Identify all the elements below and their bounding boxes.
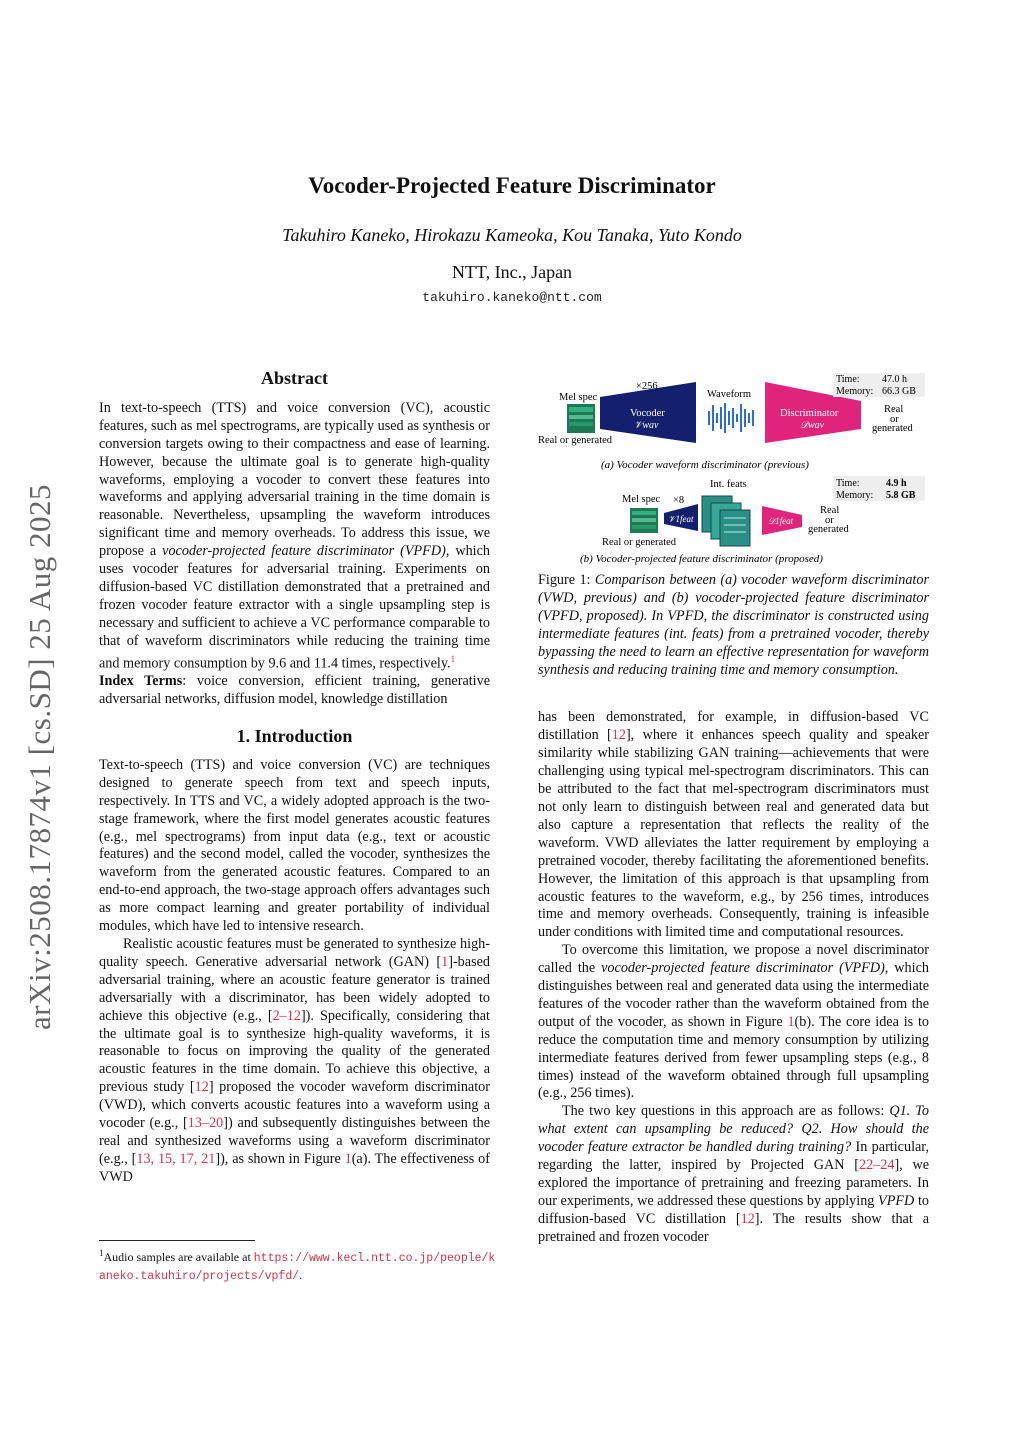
fig-b-disc-symbol: 𝒟1feat <box>768 516 794 526</box>
arxiv-side-label: arXiv:2508.17874v1 [cs.SD] 25 Aug 2025 <box>22 484 57 1030</box>
intro-text: ]). Specifically, considering that the ultimate goal is to synthesize high-quality waveforms, it is reasonable to focus on improving the quality of the generated acoustic features in the time domain. To achieve this objective, a previous study [ <box>99 1007 490 1096</box>
fig-a-vocoder-label: Vocoder <box>630 408 665 419</box>
intro-text: Realistic acoustic features must be generated to synthesize high-quality speech. Generative adversarial network (GAN) [ <box>99 936 490 970</box>
fig-a-input-label: Real or generated <box>538 435 613 446</box>
fig-b-input-label: Real or generated <box>602 537 677 548</box>
citation-link[interactable]: 1 <box>441 953 449 970</box>
fig-a-out-gen: generated <box>872 423 913 434</box>
figure-caption-text: Comparison between (a) vocoder waveform discriminator (VWD, previous) and (b) vocoder-projected feature discriminator (VPFD, proposed). In VPFD, the discriminator is constructed using intermediate features (int. feats) from a pretrained vocoder, thereby bypassing the need to learn an effective representation for waveform synthesis and reducing training time and memory consumption. <box>538 572 929 678</box>
right-paragraph-1 <box>538 709 929 942</box>
body-text: (b). The core idea is to reduce the computation time and memory consumption by utilizing intermediate features derived from fewer upsampling steps (e.g., 8 times) instead of the waveform obtained through full upsampling (e.g., 256 times). <box>538 1013 929 1102</box>
index-terms-label: Index Terms <box>99 673 183 690</box>
email: takuhiro.kaneko@ntt.com <box>422 290 602 305</box>
body-text: to diffusion-based VC distillation [ <box>538 1192 929 1227</box>
fig-a-disc-symbol: 𝒟wav <box>800 420 825 431</box>
fig-a-upsample-label: ×256 <box>636 381 658 392</box>
paper-title: Vocoder-Projected Feature Discriminator <box>308 173 716 198</box>
abstract-heading: Abstract <box>261 368 328 388</box>
left-column <box>99 370 490 1187</box>
abstract-text-a: In text-to-speech (TTS) and voice conversion (VC), acoustic features, such as mel spectrograms, are typically used as synthesis or conversion targets owing to their compactness and ease of learning. However, because the ultimate goal is to generate high-quality waveforms, employing a vocoder to convert these features into waveforms and applying adversarial training in the time domain is reasonable. Nevertheless, upsampling the waveform introduces significant time and memory overheads. To address this issue, we propose a <box>99 399 490 560</box>
fig-a-mem-label: Memory: <box>836 386 874 397</box>
intro-text: ]) and subsequently distinguishes between the real and synthesized waveforms using a waveform discriminator (e.g., [ <box>99 1115 490 1167</box>
fig-b-time-value: 4.9 h <box>886 478 907 489</box>
key-questions: Q1. To what extent can upsampling be reduced? Q2. How should the vocoder feature extractor be handled during training? <box>538 1103 929 1156</box>
abstract-emphasis: vocoder-projected feature discriminator (VPFD) <box>162 543 446 560</box>
right-paragraph-2 <box>538 942 929 1103</box>
fig-b-out-gen: generated <box>808 524 849 535</box>
footnote-rule <box>99 1240 255 1241</box>
intro-text: ]), as shown in Figure <box>215 1150 345 1167</box>
fig-a-mel-spec-icon <box>567 404 595 433</box>
fig-b-vocoder-symbol: 𝒱1feat <box>668 514 694 524</box>
fig-a-discriminator-label: Discriminator <box>780 408 839 419</box>
intro-text: ]-based adversarial training, where an acoustic feature generator is trained adversarially with a discriminator, has been widely adopted to achieve this objective (e.g., [ <box>99 953 490 1024</box>
intro-text: ] proposed the vocoder waveform discriminator (VWD), which converts acoustic features into a waveform using a vocoder (e.g., [ <box>99 1079 490 1132</box>
fig-a-mem-value: 66.3 GB <box>882 386 916 397</box>
fig-b-out-or: or <box>825 515 834 526</box>
fig-b-mel-label: Mel spec <box>622 494 661 505</box>
index-terms-text: : voice conversion, efficient training, generative adversarial networks, diffusion model, knowledge distillation <box>99 673 491 708</box>
fig-b-time-label: Time: <box>836 478 860 489</box>
citation-link[interactable]: 13–20 <box>187 1115 224 1132</box>
body-text: , which distinguishes between real and generated data using the intermediate features of the vocoder rather than the waveform obtained from the output of the vocoder, as shown in Figure <box>538 960 929 1030</box>
figure-1-caption <box>538 572 929 679</box>
footnote <box>99 1245 499 1285</box>
figure-1-diagram <box>534 373 934 568</box>
body-emphasis: VPFD <box>878 1192 915 1209</box>
footnote-text: Audio samples are available at <box>103 1250 254 1264</box>
fig-b-out-real: Real <box>820 505 840 516</box>
footnote-url-link[interactable]: https://www.kecl.ntt.co.jp/people/kaneko.takuhiro/projects/vpfd/ <box>99 1252 496 1283</box>
figure-link[interactable]: 1 <box>344 1150 352 1167</box>
body-text: ], where it enhances speech quality and speaker similarity while stabilizing GAN training—achievements that were challenging using typical mel-spectrogram discriminators. This can be attributed to the fact that mel-spectrogram discriminators must not only learn to distinguish between real and generated data but also capture a representation that reflects the reality of the waveform. VWD alleviates the latter requirement by employing a pretrained vocoder, thereby facilitating the aforementioned benefits. However, the limitation of this approach is that upsampling from acoustic features to the waveform, e.g., by 256 times, introduces time and memory overheads. Consequently, training is infeasible under conditions with limited time and computational resources. <box>538 727 929 941</box>
citation-link[interactable]: 12 <box>740 1210 755 1227</box>
fig-b-mem-label: Memory: <box>836 490 874 501</box>
citation-link[interactable]: 22–24 <box>858 1157 895 1174</box>
right-column <box>538 572 929 1247</box>
fig-b-mem-value: 5.8 GB <box>886 490 916 501</box>
intro-paragraph-2 <box>99 936 490 1187</box>
abstract-text-b: , which uses vocoder features for adversarial training. Experiments on diffusion-based VC distillation demonstrated that a pretrained and frozen vocoder feature extractor with a single upsampling step is necessary and sufficient to achieve a VC performance comparable to that of waveform discriminators while reducing the training time and memory consumption by 9.6 and 11.4 times, respectively. <box>99 543 490 672</box>
footnote-end: . <box>299 1268 303 1282</box>
fig-b-caption: (b) Vocoder-projected feature discriminator (proposed) <box>580 553 823 565</box>
body-text: ]. The results show that a pretrained and frozen vocoder <box>538 1210 929 1245</box>
fig-b-upsample-label: ×8 <box>673 495 685 506</box>
right-paragraph-3 <box>538 1103 929 1246</box>
intro-paragraph-1: Text-to-speech (TTS) and voice conversion (VC) are techniques designed to generate speech from text and speech inputs, respectively. In TTS and VC, a widely adopted approach is the two-stage framework, where the first model generates acoustic features (e.g., mel spectrograms) from input data (e.g., text or acoustic features) and the second model, called the vocoder, synthesizes the waveform from the generated acoustic features. Compared to an end-to-end approach, the two-stage approach offers advantages such as more compact learning and greater portability of individual modules, which have led to intensive research. <box>99 756 490 935</box>
citation-link[interactable]: 2–12 <box>272 1007 301 1024</box>
body-text: In particular, regarding the latter, inspired by Projected GAN [ <box>538 1139 930 1174</box>
fig-a-mel-label: Mel spec <box>559 392 598 403</box>
fig-a-time-value: 47.0 h <box>882 374 907 385</box>
citation-link[interactable]: 12 <box>194 1079 209 1096</box>
fig-a-caption: (a) Vocoder waveform discriminator (previous) <box>601 459 809 471</box>
body-text: To overcome this limitation, we propose a novel discriminator called the <box>538 942 929 977</box>
intro-heading: 1. Introduction <box>236 726 353 747</box>
figure-caption-label: Figure 1: <box>538 572 595 588</box>
body-emphasis: vocoder-projected feature discriminator (VPFD) <box>601 960 885 977</box>
abstract-paragraph <box>99 400 490 673</box>
body-text: The two key questions in this approach are as follows: <box>562 1103 890 1120</box>
body-text: has been demonstrated, for example, in diffusion-based VC distillation [ <box>538 709 929 744</box>
fig-b-int-feats-stack <box>702 496 750 546</box>
fig-b-mel-spec-icon <box>630 508 658 533</box>
affiliation: NTT, Inc., Japan <box>451 262 573 282</box>
authors: Takuhiro Kaneko, Hirokazu Kameoka, Kou Tanaka, Yuto Kondo <box>282 225 742 245</box>
fig-a-vocoder-symbol: 𝒱wav <box>634 420 659 431</box>
figure-link[interactable]: 1 <box>787 1013 795 1030</box>
fig-a-out-or: or <box>890 414 899 425</box>
fig-a-waveform-icon <box>709 403 753 433</box>
citation-link[interactable]: 12 <box>611 727 626 744</box>
fig-a-waveform-label: Waveform <box>707 389 752 400</box>
fig-b-int-feats-label: Int. feats <box>710 479 747 490</box>
footnote-number: 1 <box>99 1248 104 1258</box>
fig-a-time-label: Time: <box>836 374 860 385</box>
fig-a-out-real: Real <box>884 404 904 415</box>
intro-text: (a). The effectiveness of VWD <box>99 1150 490 1185</box>
body-text: ], we explored the importance of pretraining and freezing parameters. In our experiments, we addressed these questions by applying <box>538 1157 929 1209</box>
citation-link[interactable]: 13, 15, 17, 21 <box>136 1150 216 1167</box>
footnote-marker[interactable]: 1 <box>450 653 456 664</box>
index-terms <box>99 673 490 709</box>
